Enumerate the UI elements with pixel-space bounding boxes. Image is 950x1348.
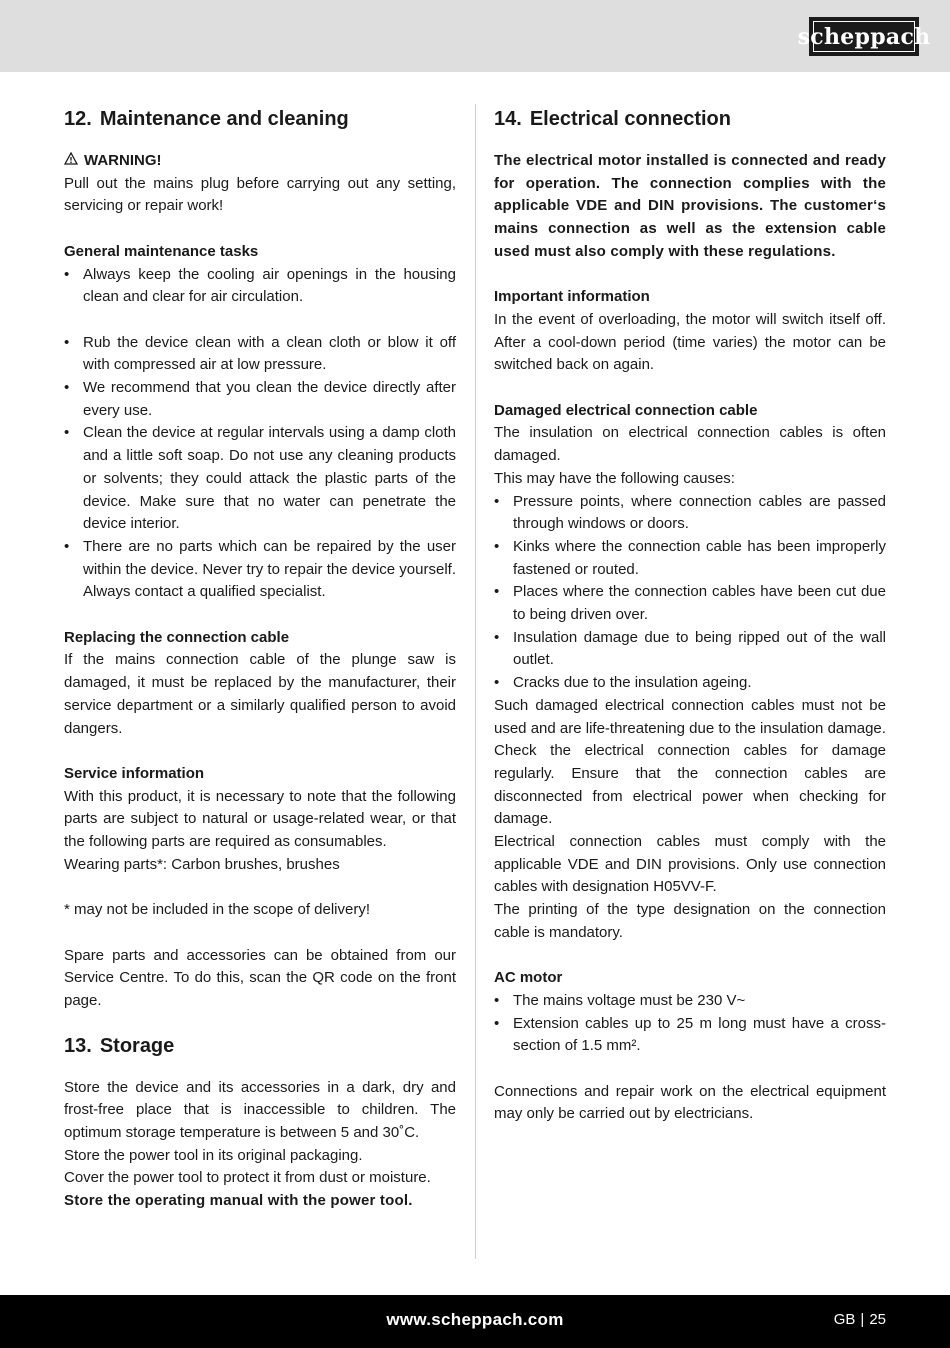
list-item: • Cracks due to the insulation ageing. — [494, 672, 886, 695]
section-number: 14. — [494, 108, 522, 130]
damaged-cable-text-6: The printing of the type designation on the connection cable is mandatory. — [494, 901, 886, 941]
storage-text-3: Cover the power tool to protect it from dust or moisture. — [64, 1169, 431, 1187]
section-title: Electrical connection — [529, 108, 731, 130]
damaged-cable-heading: Damaged electrical connection cable — [494, 401, 758, 419]
footnote-text: * may not be included in the scope of delivery! — [64, 901, 371, 919]
column-divider — [475, 104, 476, 1259]
list-item: • Always keep the cooling air openings in the housing clean and clear for air circulation. — [64, 264, 456, 309]
section-title: Storage — [99, 1034, 175, 1057]
section-14-heading — [494, 104, 886, 134]
list-item: • The mains voltage must be 230 V~ — [494, 990, 886, 1013]
language-code: GB — [833, 1311, 856, 1328]
footer — [0, 1295, 950, 1348]
damaged-cable-text-5: Electrical connection cables must comply with the applicable VDE and DIN provisions. Only use connection cables with designation H05VV-F. — [494, 833, 886, 896]
wearing-parts-text: Wearing parts*: Carbon brushes, brushes — [64, 855, 340, 873]
list-item: • Pressure points, where connection cables are passed through windows or doors. — [494, 491, 886, 536]
section-number: 12. — [64, 108, 92, 130]
service-information-text: With this product, it is necessary to note that the following parts are subject to natural or usage-related wear, or that the following parts are required as consumables. — [64, 787, 456, 851]
page-indicator — [834, 1311, 886, 1328]
damaged-cable-text-1: The insulation on electrical connection cables is often damaged. — [494, 424, 886, 465]
storage-text-1: Store the device and its accessories in a dark, dry and frost-free place that is inaccessible to children. The optimum storage temperature is between 5 and 30˚C. — [64, 1078, 456, 1142]
list-item: • Rub the device clean with a clean cloth or blow it off with compressed air at low pressure. — [64, 332, 456, 377]
ac-motor-list — [494, 990, 886, 1058]
damaged-cable-text-3: Such damaged electrical connection cables must not be used and are life-threatening due to the insulation damage. — [494, 696, 886, 737]
section-title: Maintenance and cleaning — [99, 108, 349, 130]
warning-triangle-icon — [64, 150, 79, 173]
general-maintenance-list-b — [64, 332, 456, 604]
right-column — [494, 104, 886, 1126]
list-item: • There are no parts which can be repaired by the user within the device. Never try to repair the device yourself. Always contact a qualified specialist. — [64, 536, 456, 604]
list-item: • Places where the connection cables have been cut due to being driven over. — [494, 581, 886, 626]
electricians-text: Connections and repair work on the electrical equipment may only be carried out by electricians. — [494, 1082, 886, 1123]
damaged-cable-text-2: This may have the following causes: — [494, 469, 735, 487]
important-information-text: In the event of overloading, the motor will switch itself off. After a cool-down period (time varies) the motor can be switched back on again. — [494, 310, 886, 374]
warning-label: WARNING! — [64, 150, 456, 173]
section-number: 13. — [64, 1034, 92, 1057]
list-item: • Clean the device at regular intervals using a damp cloth and a little soft soap. Do not use any cleaning products or solvents; they could attack the plastic parts of the device. Make sure that no water can penetrate the device interior. — [64, 422, 456, 536]
spare-parts-text: Spare parts and accessories can be obtained from our Service Centre. To do this, scan the QR code on the front page. — [64, 946, 456, 1009]
damaged-cable-text-4: Check the electrical connection cables for damage regularly. Ensure that the connection cables are disconnected from electrical power when checking for damage. — [494, 742, 886, 828]
important-information-heading: Important information — [494, 288, 650, 306]
ac-motor-heading: AC motor — [494, 969, 563, 987]
replacing-cable-heading: Replacing the connection cable — [64, 628, 290, 646]
warning-text: Pull out the mains plug before carrying out any setting, servicing or repair work! — [64, 174, 456, 215]
section-12-heading — [64, 104, 456, 134]
general-maintenance-heading: General maintenance tasks — [64, 242, 259, 260]
storage-text-4: Store the operating manual with the power tool. — [64, 1192, 413, 1210]
damage-causes-list — [494, 491, 886, 695]
general-maintenance-list-a — [64, 264, 456, 309]
replacing-cable-text: If the mains connection cable of the plunge saw is damaged, it must be replaced by the manufacturer, their service department or a similarly qualified person to avoid dangers. — [64, 651, 456, 737]
website-link[interactable]: www.scheppach.com — [386, 1310, 564, 1329]
scheppach-logo: scheppach — [809, 17, 919, 56]
electrical-intro-text: The electrical motor installed is connected and ready for operation. The connection complies with the applicable VDE and DIN provisions. The customer‘s mains connection as well as the extension cable used must also comply with these regulations. — [494, 152, 886, 260]
list-item: • Insulation damage due to being ripped out of the wall outlet. — [494, 627, 886, 672]
storage-text-2: Store the power tool in its original packaging. — [64, 1146, 363, 1164]
separator: | — [860, 1311, 865, 1328]
list-item: • Kinks where the connection cable has been improperly fastened or routed. — [494, 536, 886, 581]
list-item: • Extension cables up to 25 m long must have a cross-section of 1.5 mm². — [494, 1013, 886, 1058]
service-information-heading: Service information — [64, 764, 205, 782]
section-13-heading — [64, 1031, 456, 1061]
page-number: 25 — [869, 1311, 886, 1328]
list-item: • We recommend that you clean the device directly after every use. — [64, 377, 456, 422]
left-column — [64, 104, 456, 1213]
